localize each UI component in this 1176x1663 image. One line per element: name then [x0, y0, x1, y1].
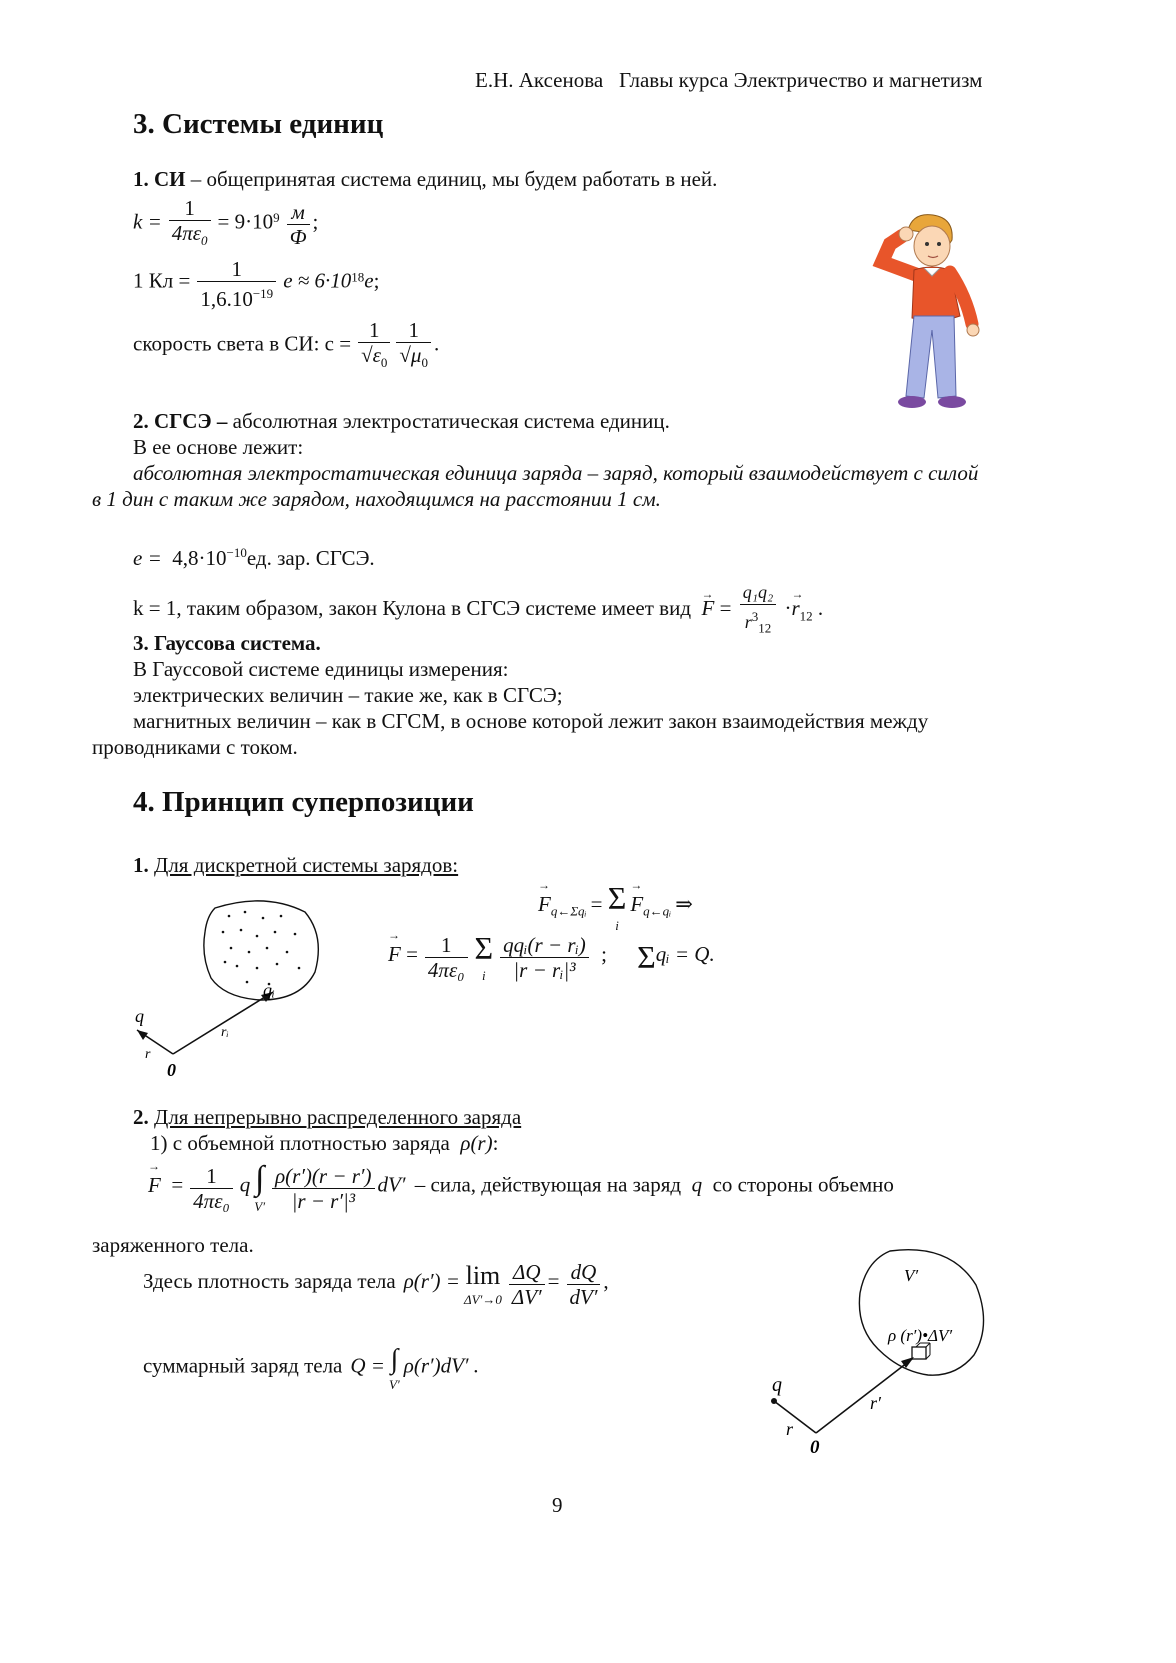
header-author: Е.Н. Аксенова [475, 68, 604, 92]
svg-text:qᵢ: qᵢ [263, 980, 275, 1000]
header-course: Главы курса Электричество и магнетизм [618, 68, 983, 92]
running-header [475, 67, 982, 93]
formula-total-charge: суммарный заряд тела Q = ∫ V′ ρ(r′)dV′ . [143, 1344, 480, 1392]
svg-text:V′: V′ [904, 1266, 919, 1285]
svg-text:rᵢ: rᵢ [221, 1025, 229, 1040]
cgse-definition-line2: в 1 дин с таким же зарядом, находящимся на расстоянии 1 см. [92, 487, 661, 511]
cgse-label: 2. СГСЭ – [133, 409, 228, 433]
formula-electron-charge: $e = 4,8\cdot 10^{-10}ед$. зар. СГСЭ. [133, 545, 375, 570]
discrete-charges-figure [125, 896, 335, 1080]
svg-text:r′: r′ [870, 1393, 881, 1413]
formula-discrete-force: → F = $\frac{1}{\text{4πε₀}}$ Σ i $\frac{\text{qqᵢ(r − rᵢ)}}{\text{|r − rᵢ|³}}$ ; Σqᵢ = Q. [388, 930, 715, 985]
cgse-text: абсолютная электростатическая система единиц. [227, 409, 670, 433]
gauss-line1: В Гауссовой системе единицы измерения: [133, 657, 509, 681]
formula-coulomb-unit: 1 Кл = $\frac{1}{1,6.10^{-19}}$ $e \approx 6\cdot 10^{18}e$; [133, 257, 380, 311]
gauss-line3: магнитных величин – как в СГСМ, в основе которой лежит закон взаимодействия между [133, 709, 929, 733]
si-paragraph [133, 166, 717, 192]
cgse-basis: В ее основе лежит: [133, 435, 304, 459]
svg-text:r: r [145, 1047, 151, 1062]
si-text: – общепринятая система единиц, мы будем работать в ней. [185, 167, 718, 191]
boy-illustration [868, 206, 980, 412]
formula-density: Здесь плотность заряда тела ρ(r′) = lim ΔV′→0 $\frac{\Delta Q}{\Delta V'}$ = $\frac{dQ}{dV'}$ , [143, 1260, 609, 1309]
section-4-title: 4. Принцип суперпозиции [133, 786, 474, 818]
svg-text:0: 0 [167, 1060, 176, 1080]
gauss-line2: электрических величин – такие же, как в СГСЭ; [133, 683, 563, 707]
page-number: 9 [552, 1493, 563, 1517]
cgse-definition-line1: абсолютная электростатическая единица заряда – заряд, который взаимодействует с силой [133, 461, 979, 485]
section-3-title: 3. Системы единиц [133, 108, 384, 140]
formula-superposition-sum: → $F_{q\leftarrow\Sigma qᵢ} = \Sigma$ $i \to F_{q\leftarrow qᵢ}$ ⇒ [538, 880, 693, 935]
gauss-line4: проводниками с током. [92, 735, 298, 759]
continuous-heading: 2. Для непрерывно распределенного заряда [133, 1105, 522, 1129]
volume-density-line: 1) с объемной плотностью заряда ρ(r): [150, 1131, 499, 1155]
formula-light-speed: скорость света в СИ: с = $\frac{1}{√\varepsilon_0}$ $\frac{1}{√\mu_0}$ . [133, 318, 440, 371]
force-text-continuation: заряженного тела. [92, 1233, 254, 1257]
svg-text:q: q [135, 1006, 144, 1026]
svg-text:q: q [772, 1374, 782, 1396]
cgse-paragraph [133, 408, 670, 434]
discrete-heading: 1. Для дискретной системы зарядов: [133, 853, 459, 877]
svg-text:0: 0 [810, 1437, 820, 1458]
formula-continuous-force: → F = $\frac{1}{\text{4πε₀}}$ q ∫ V′ $\frac{\rho(r')(r - r')}{\text{|r − r′|³}}$ dV′ – сила, действующая на заряд q со стороны объемно [148, 1160, 894, 1216]
si-label: 1. СИ [133, 167, 186, 191]
svg-text:ρ (r′)•ΔV′: ρ (r′)•ΔV′ [888, 1326, 953, 1345]
gauss-label: 3. Гауссова система. [133, 631, 321, 655]
formula-k: k = $\frac{1}{4\pi\varepsilon_0}$ = $9\cdot 10^9$ $\frac{м}{Ф}$ ; [133, 196, 319, 250]
continuous-charge-figure [760, 1245, 1000, 1460]
svg-text:r: r [786, 1419, 794, 1439]
coulomb-law-paragraph: k = 1, таким образом, закон Кулона в СГСЭ системе имеет вид → F = $\frac{\text{q₁q₂}}{r^3_{12}}$ ·→ $r_{12}$ . [133, 580, 823, 641]
